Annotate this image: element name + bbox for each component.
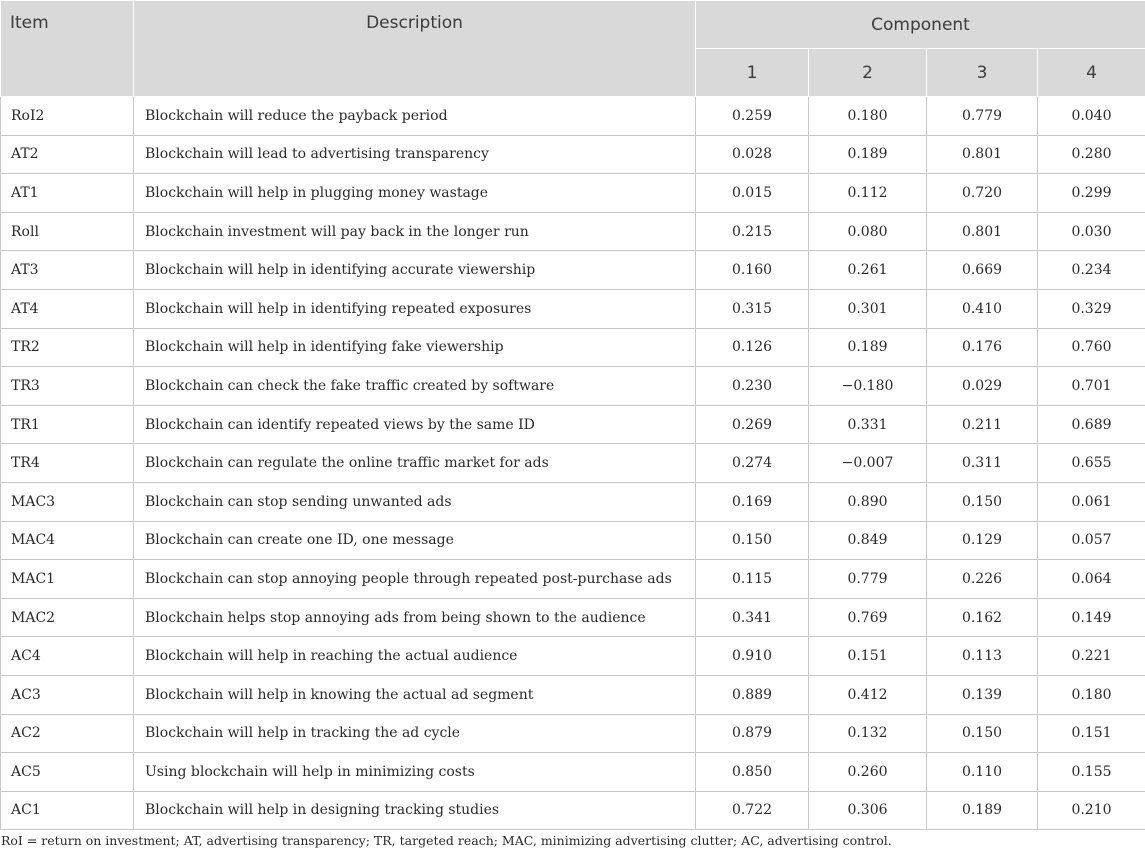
- cell-component-1: 0.169: [696, 482, 809, 521]
- cell-component-4: 0.234: [1038, 251, 1145, 290]
- cell-component-4: 0.155: [1038, 753, 1145, 792]
- table-row: [1, 174, 1145, 213]
- cell-item: TR1: [1, 405, 134, 444]
- cell-component-2: 0.331: [809, 405, 927, 444]
- cell-component-2: 0.080: [809, 212, 927, 251]
- cell-component-3: 0.150: [927, 714, 1038, 753]
- cell-component-3: 0.189: [927, 791, 1038, 830]
- cell-description: Blockchain will help in tracking the ad cycle: [134, 714, 696, 753]
- table-row: [1, 560, 1145, 599]
- cell-component-1: 0.160: [696, 251, 809, 290]
- cell-component-2: 0.769: [809, 598, 927, 637]
- table-row: [1, 753, 1145, 792]
- cell-description: Blockchain can check the fake traffic created by software: [134, 367, 696, 406]
- table-row: [1, 328, 1145, 367]
- cell-item: AT3: [1, 251, 134, 290]
- cell-component-4: 0.040: [1038, 97, 1145, 136]
- cell-component-1: 0.850: [696, 753, 809, 792]
- table-footnote: RoI = return on investment; AT, advertising transparency; TR, targeted reach; MAC, minimizing advertising clutter; AC, advertising control.: [1, 833, 892, 848]
- cell-component-1: 0.126: [696, 328, 809, 367]
- cell-component-1: 0.215: [696, 212, 809, 251]
- cell-component-4: 0.064: [1038, 560, 1145, 599]
- cell-component-4: 0.151: [1038, 714, 1145, 753]
- cell-component-1: 0.910: [696, 637, 809, 676]
- cell-item: AT4: [1, 289, 134, 328]
- cell-item: AT1: [1, 174, 134, 213]
- table-row: [1, 791, 1145, 830]
- cell-description: Blockchain will help in designing tracking studies: [134, 791, 696, 830]
- cell-description: Blockchain will reduce the payback period: [134, 97, 696, 136]
- cell-component-3: 0.113: [927, 637, 1038, 676]
- cell-component-4: 0.280: [1038, 135, 1145, 174]
- table-body: [1, 97, 1145, 830]
- cell-component-4: 0.655: [1038, 444, 1145, 483]
- cell-component-4: 0.057: [1038, 521, 1145, 560]
- cell-description: Using blockchain will help in minimizing costs: [134, 753, 696, 792]
- cell-item: RoI2: [1, 97, 134, 136]
- cell-component-4: 0.689: [1038, 405, 1145, 444]
- table-row: [1, 97, 1145, 136]
- cell-description: Blockchain will help in knowing the actual ad segment: [134, 675, 696, 714]
- cell-component-1: 0.341: [696, 598, 809, 637]
- cell-component-4: 0.149: [1038, 598, 1145, 637]
- cell-component-3: 0.226: [927, 560, 1038, 599]
- cell-component-2: 0.849: [809, 521, 927, 560]
- header-component-3: 3: [927, 49, 1038, 97]
- cell-description: Blockchain will help in identifying accurate viewership: [134, 251, 696, 290]
- cell-component-1: 0.150: [696, 521, 809, 560]
- cell-item: AT2: [1, 135, 134, 174]
- cell-component-3: 0.129: [927, 521, 1038, 560]
- cell-component-4: 0.030: [1038, 212, 1145, 251]
- table-row: [1, 714, 1145, 753]
- cell-component-1: 0.230: [696, 367, 809, 406]
- cell-item: MAC2: [1, 598, 134, 637]
- cell-item: MAC1: [1, 560, 134, 599]
- cell-component-2: 0.189: [809, 328, 927, 367]
- cell-component-3: 0.162: [927, 598, 1038, 637]
- cell-description: Blockchain can create one ID, one message: [134, 521, 696, 560]
- table-row: [1, 637, 1145, 676]
- cell-component-2: 0.890: [809, 482, 927, 521]
- header-item: Item: [1, 1, 134, 97]
- cell-component-3: 0.029: [927, 367, 1038, 406]
- cell-description: Blockchain will help in plugging money wastage: [134, 174, 696, 213]
- table-row: [1, 212, 1145, 251]
- cell-component-1: 0.315: [696, 289, 809, 328]
- cell-component-1: 0.274: [696, 444, 809, 483]
- table-row: [1, 444, 1145, 483]
- cell-component-2: 0.189: [809, 135, 927, 174]
- cell-description: Blockchain will help in identifying repeated exposures: [134, 289, 696, 328]
- cell-description: Blockchain helps stop annoying ads from being shown to the audience: [134, 598, 696, 637]
- table-row: [1, 482, 1145, 521]
- cell-description: Blockchain will help in identifying fake viewership: [134, 328, 696, 367]
- cell-component-3: 0.150: [927, 482, 1038, 521]
- cell-component-4: 0.221: [1038, 637, 1145, 676]
- cell-description: Blockchain will lead to advertising transparency: [134, 135, 696, 174]
- cell-item: TR4: [1, 444, 134, 483]
- cell-component-2: 0.132: [809, 714, 927, 753]
- cell-component-3: 0.176: [927, 328, 1038, 367]
- cell-component-1: 0.015: [696, 174, 809, 213]
- cell-component-1: 0.269: [696, 405, 809, 444]
- cell-component-4: 0.329: [1038, 289, 1145, 328]
- cell-component-1: 0.115: [696, 560, 809, 599]
- cell-component-2: 0.301: [809, 289, 927, 328]
- cell-component-2: 0.180: [809, 97, 927, 136]
- table-row: [1, 675, 1145, 714]
- cell-description: Blockchain can stop sending unwanted ads: [134, 482, 696, 521]
- header-component-2: 2: [809, 49, 927, 97]
- table-row: [1, 251, 1145, 290]
- cell-item: MAC3: [1, 482, 134, 521]
- header-component: Component: [696, 1, 1145, 49]
- table-row: [1, 135, 1145, 174]
- cell-component-2: 0.112: [809, 174, 927, 213]
- cell-item: AC2: [1, 714, 134, 753]
- cell-component-3: 0.669: [927, 251, 1038, 290]
- cell-item: AC1: [1, 791, 134, 830]
- table-row: [1, 405, 1145, 444]
- cell-component-3: 0.211: [927, 405, 1038, 444]
- cell-description: Blockchain will help in reaching the actual audience: [134, 637, 696, 676]
- cell-component-1: 0.028: [696, 135, 809, 174]
- cell-component-3: 0.410: [927, 289, 1038, 328]
- cell-item: TR3: [1, 367, 134, 406]
- cell-component-2: −0.180: [809, 367, 927, 406]
- cell-component-1: 0.259: [696, 97, 809, 136]
- cell-component-2: 0.779: [809, 560, 927, 599]
- cell-component-2: −0.007: [809, 444, 927, 483]
- cell-component-2: 0.260: [809, 753, 927, 792]
- cell-item: MAC4: [1, 521, 134, 560]
- table-row: [1, 521, 1145, 560]
- cell-description: Blockchain can identify repeated views by the same ID: [134, 405, 696, 444]
- cell-item: AC5: [1, 753, 134, 792]
- table-row: [1, 367, 1145, 406]
- cell-component-3: 0.720: [927, 174, 1038, 213]
- cell-component-4: 0.210: [1038, 791, 1145, 830]
- cell-description: Blockchain investment will pay back in the longer run: [134, 212, 696, 251]
- cell-component-3: 0.801: [927, 135, 1038, 174]
- cell-component-4: 0.701: [1038, 367, 1145, 406]
- table-row: [1, 289, 1145, 328]
- cell-component-3: 0.801: [927, 212, 1038, 251]
- cell-description: Blockchain can stop annoying people through repeated post-purchase ads: [134, 560, 696, 599]
- cell-component-4: 0.760: [1038, 328, 1145, 367]
- cell-component-3: 0.311: [927, 444, 1038, 483]
- cell-item: AC3: [1, 675, 134, 714]
- cell-item: TR2: [1, 328, 134, 367]
- cell-component-2: 0.306: [809, 791, 927, 830]
- cell-component-2: 0.412: [809, 675, 927, 714]
- cell-component-3: 0.779: [927, 97, 1038, 136]
- cell-component-4: 0.299: [1038, 174, 1145, 213]
- cell-component-4: 0.061: [1038, 482, 1145, 521]
- cell-component-2: 0.261: [809, 251, 927, 290]
- header-component-1: 1: [696, 49, 809, 97]
- table-row: [1, 598, 1145, 637]
- cell-component-1: 0.722: [696, 791, 809, 830]
- cell-component-3: 0.110: [927, 753, 1038, 792]
- cell-component-4: 0.180: [1038, 675, 1145, 714]
- cell-component-1: 0.889: [696, 675, 809, 714]
- cell-description: Blockchain can regulate the online traffic market for ads: [134, 444, 696, 483]
- cell-component-1: 0.879: [696, 714, 809, 753]
- cell-component-2: 0.151: [809, 637, 927, 676]
- header-description: Description: [134, 1, 696, 97]
- cell-item: Roll: [1, 212, 134, 251]
- cell-item: AC4: [1, 637, 134, 676]
- cell-component-3: 0.139: [927, 675, 1038, 714]
- header-component-4: 4: [1038, 49, 1145, 97]
